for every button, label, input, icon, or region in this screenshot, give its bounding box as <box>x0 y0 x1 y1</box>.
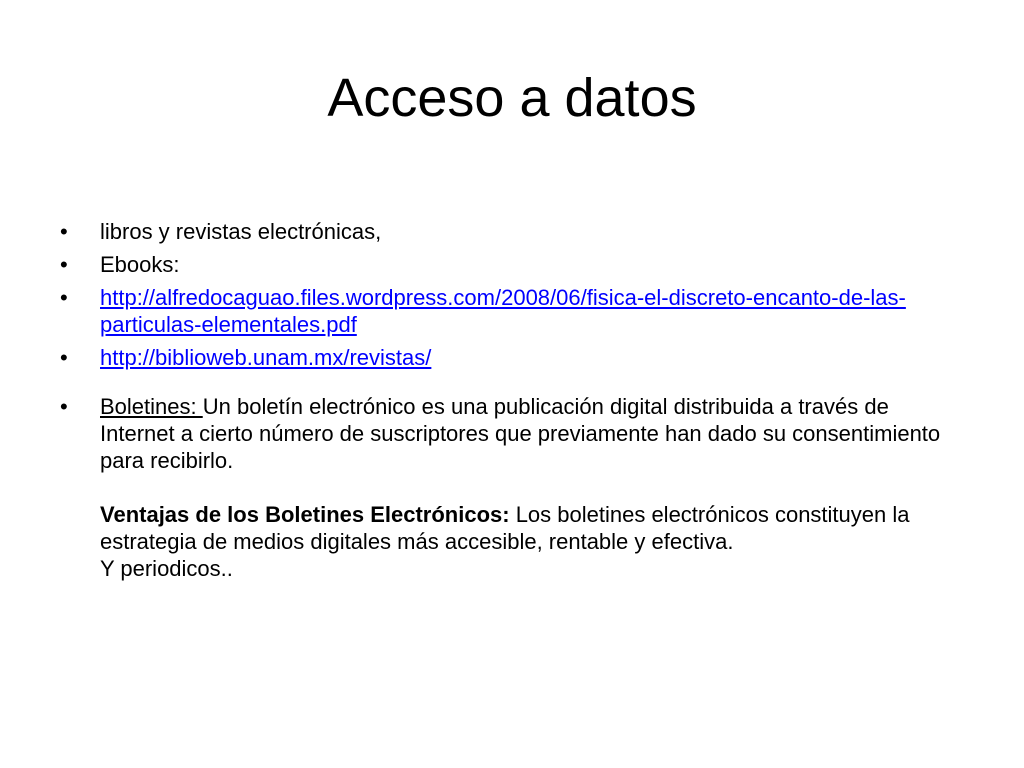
bullet-icon: • <box>60 394 68 419</box>
bullet-item-link-biblioweb <box>60 344 960 371</box>
link-biblioweb[interactable]: http://biblioweb.unam.mx/revistas/ <box>100 345 432 370</box>
paragraph-gap <box>100 474 960 501</box>
bullet-icon: • <box>60 345 68 370</box>
boletines-paragraph <box>100 393 960 474</box>
bullet-item-ebooks <box>60 251 960 278</box>
bullet-list <box>60 218 960 588</box>
bullet-text-libros: libros y revistas electrónicas, <box>100 219 382 244</box>
bullet-item-link-fisica <box>60 284 960 338</box>
bullet-icon: • <box>60 285 68 310</box>
bullet-icon: • <box>60 219 68 244</box>
link-fisica-pdf[interactable]: http://alfredocaguao.files.wordpress.com/2008/06/fisica-el-discreto-encanto-de-las-particulas-elementales.pdf <box>100 285 906 337</box>
ventajas-paragraph <box>100 501 960 555</box>
boletines-label: Boletines: <box>100 394 203 419</box>
bullet-icon: • <box>60 252 68 277</box>
boletines-text: Un boletín electrónico es una publicación digital distribuida a través de Internet a cierto número de suscriptores que previamente han dado su consentimiento para recibirlo. <box>100 394 941 473</box>
ventajas-text: Los boletines electrónicos constituyen la estrategia de medios digitales más accesible, rentable y efectiva. <box>100 502 910 554</box>
slide-title: Acceso a datos <box>327 68 697 128</box>
periodicos-text: Y periodicos.. <box>100 556 233 581</box>
bullet-text-ebooks: Ebooks: <box>100 252 180 277</box>
bullet-item-boletines <box>60 393 960 582</box>
bullet-item-libros <box>60 218 960 245</box>
ventajas-label: Ventajas de los Boletines Electrónicos: <box>100 502 510 527</box>
